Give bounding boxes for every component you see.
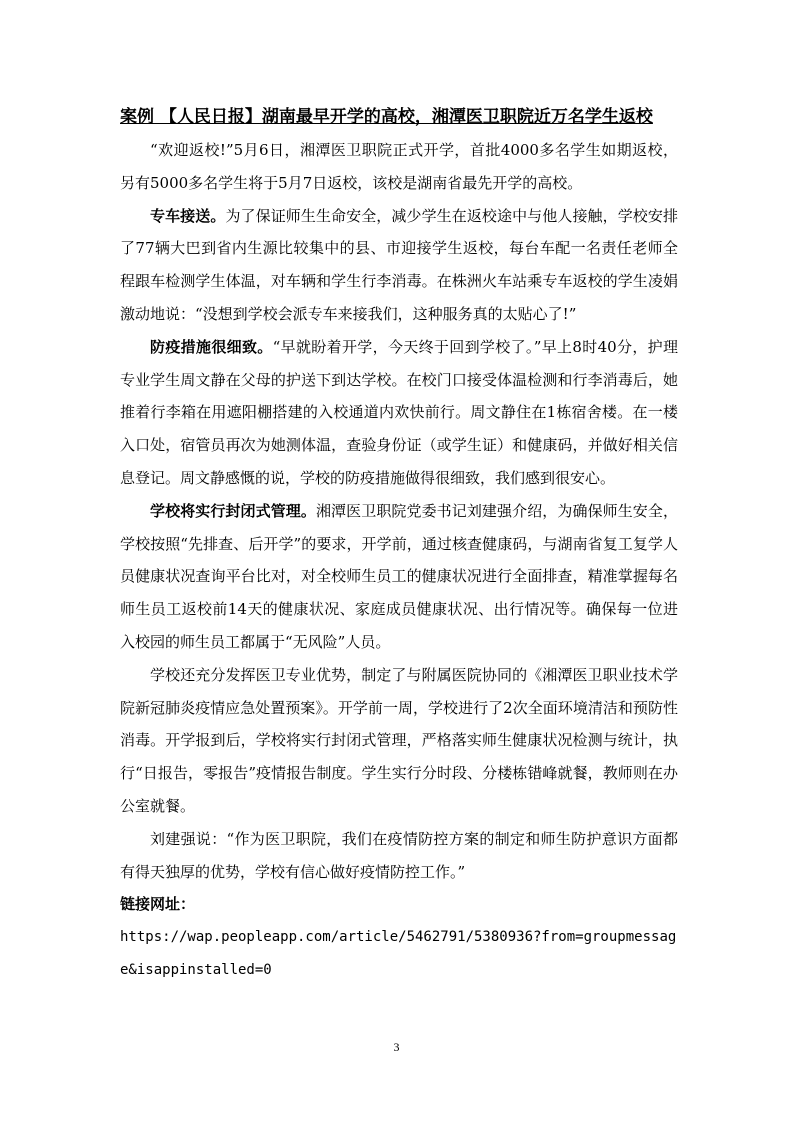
document-body [120, 104, 678, 987]
paragraph-shuttle [120, 200, 678, 331]
paragraph-text: 刘建强说：“作为医卫职院，我们在疫情防控方案的制定和师生防护意识方面都有得天独厚的优势，学校有信心做好疫情防控工作。” [120, 829, 678, 881]
paragraph-quote [120, 823, 678, 889]
paragraph-text: 学校还充分发挥医卫专业优势，制定了与附属医院协同的《湘潭医卫职业技术学院新冠肺炎疫情应急处置预案》。开学前一周，学校进行了2次全面环境清洁和预防性消毒。开学报到后，学校将实行封闭式管理，严格落实师生健康状况检测与统计，执行“日报告，零报告”疫情报告制度。学生实行分时段、分楼栋错峰就餐，教师则在办公室就餐。 [120, 665, 678, 815]
paragraph-lead: 防疫措施很细致。 [150, 337, 273, 356]
article-url-link[interactable]: https://wap.peopleapp.com/article/5462791/5380936?from=groupmessage&isappinstalled=0 [120, 929, 677, 978]
paragraph-prevention [120, 331, 678, 495]
paragraph-lead: 学校将实行封闭式管理。 [150, 501, 316, 520]
case-title: 案例 【人民日报】湖南最早开学的高校，湘潭医卫职院近万名学生返校 [120, 107, 653, 127]
link-label: 链接网址： [120, 895, 196, 914]
paragraph-closed-management [120, 495, 678, 659]
paragraph-text: “欢迎返校!”5月6日，湘潭医卫职院正式开学，首批4000多名学生如期返校，另有5000多名学生将于5月7日返校，该校是湖南省最先开学的高校。 [120, 141, 678, 192]
paragraph-intro [120, 134, 678, 200]
page-number: 3 [393, 1040, 400, 1054]
paragraph-text: 湘潭医卫职院党委书记刘建强介绍，为确保师生安全，学校按照“先排查、后开学”的要求，开学前，通过核查健康码，与湖南省复工复学人员健康状况查询平台比对，对全校师生员工的健康状况进行全面排查，精准掌握每名师生员工返校前14天的健康状况、家庭成员健康状况、出行情况等。确保每一位进入校园的师生员工都属于“无风险”人员。 [120, 501, 678, 651]
paragraph-text: 为了保证师生生命安全，减少学生在返校途中与他人接触，学校安排了77辆大巴到省内生源比较集中的县、市迎接学生返校，每台车配一名责任老师全程跟车检测学生体温，对车辆和学生行李消毒。在株洲火车站乘专车返校的学生凌娟激动地说：“没想到学校会派专车来接我们，这种服务真的太贴心了!” [120, 206, 678, 323]
paragraph-lead: 专车接送。 [150, 206, 226, 225]
paragraph-medical-advantage [120, 659, 678, 823]
paragraph-text: “早就盼着开学，今天终于回到学校了。”早上8时40分，护理专业学生周文静在父母的护送下到达学校。在校门口接受体温检测和行李消毒后，她推着行李箱在用遮阳棚搭建的入校通道内欢快前行。周文静住在1栋宿舍楼。在一楼入口处，宿管员再次为她测体温，查验身份证（或学生证）和健康码，并做好相关信息登记。周文静感慨的说，学校的防疫措施做得很细致，我们感到很安心。 [120, 337, 678, 487]
